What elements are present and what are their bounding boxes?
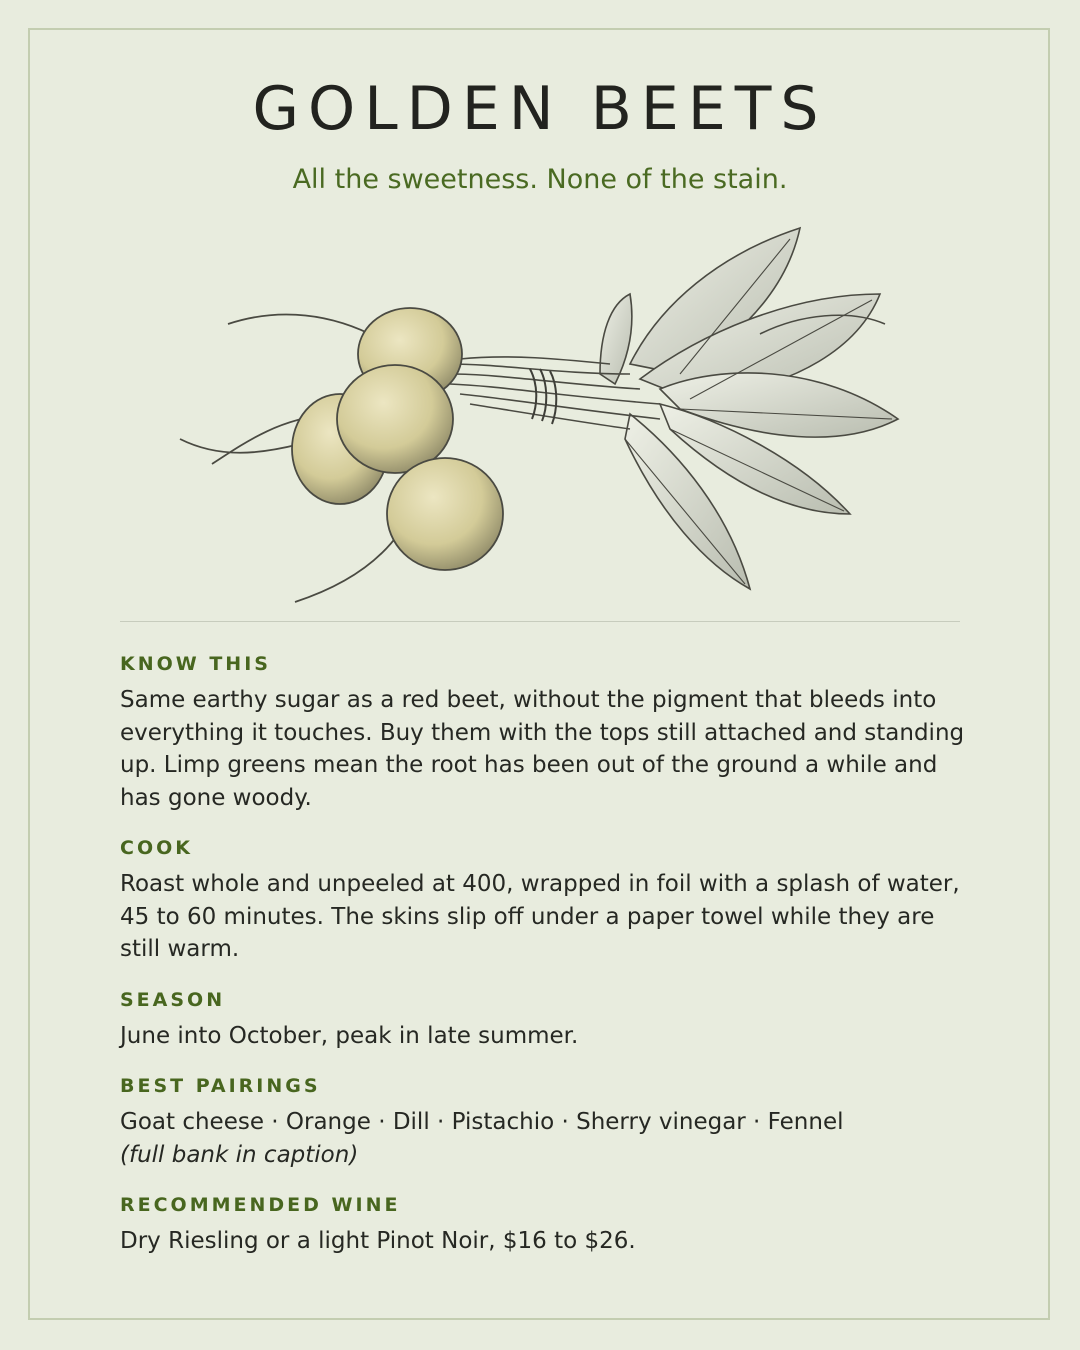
page-subtitle: All the sweetness. None of the stain. — [292, 164, 788, 195]
section-label: BEST PAIRINGS — [120, 1075, 321, 1097]
section-text: Dry Riesling or a light Pinot Noir, $16 to $26. — [120, 1228, 636, 1254]
beet-root — [387, 458, 503, 570]
pairings-list: Goat cheese · Orange · Dill · Pistachio · Sherry vinegar · Fennel — [120, 1109, 844, 1135]
info-sections — [120, 652, 970, 1280]
section-divider — [120, 621, 960, 622]
section-label: RECOMMENDED WINE — [120, 1194, 401, 1216]
section-text — [120, 1106, 970, 1171]
section-label: KNOW THIS — [120, 653, 271, 675]
section-cook — [120, 836, 970, 966]
section-best-pairings — [120, 1074, 970, 1171]
section-text: Same earthy sugar as a red beet, without the pigment that bleeds into everything it touches. Buy them with the tops still attached and standing up. Limp greens mean the root has been out of the ground a while and has gone woody. — [120, 687, 965, 811]
pairings-note: (full bank in caption) — [120, 1141, 359, 1168]
section-know-this — [120, 652, 970, 814]
beet-root — [337, 365, 453, 473]
golden-beets-bunch-illustration — [160, 214, 920, 614]
section-recommended-wine — [120, 1193, 970, 1258]
section-text: June into October, peak in late summer. — [120, 1022, 579, 1049]
leaf-group — [600, 228, 898, 589]
root-tail — [228, 315, 370, 334]
twine — [530, 369, 556, 424]
leaf — [600, 294, 632, 384]
beet-roots — [180, 308, 503, 602]
section-label: SEASON — [120, 988, 226, 1011]
page-title: GOLDEN BEETS — [252, 74, 828, 144]
section-label: COOK — [120, 837, 193, 859]
section-season — [120, 988, 970, 1053]
section-text: Roast whole and unpeeled at 400, wrapped in foil with a splash of water, 45 to 60 minutes. The skins slip off under a paper towel while they are still warm. — [120, 871, 960, 962]
